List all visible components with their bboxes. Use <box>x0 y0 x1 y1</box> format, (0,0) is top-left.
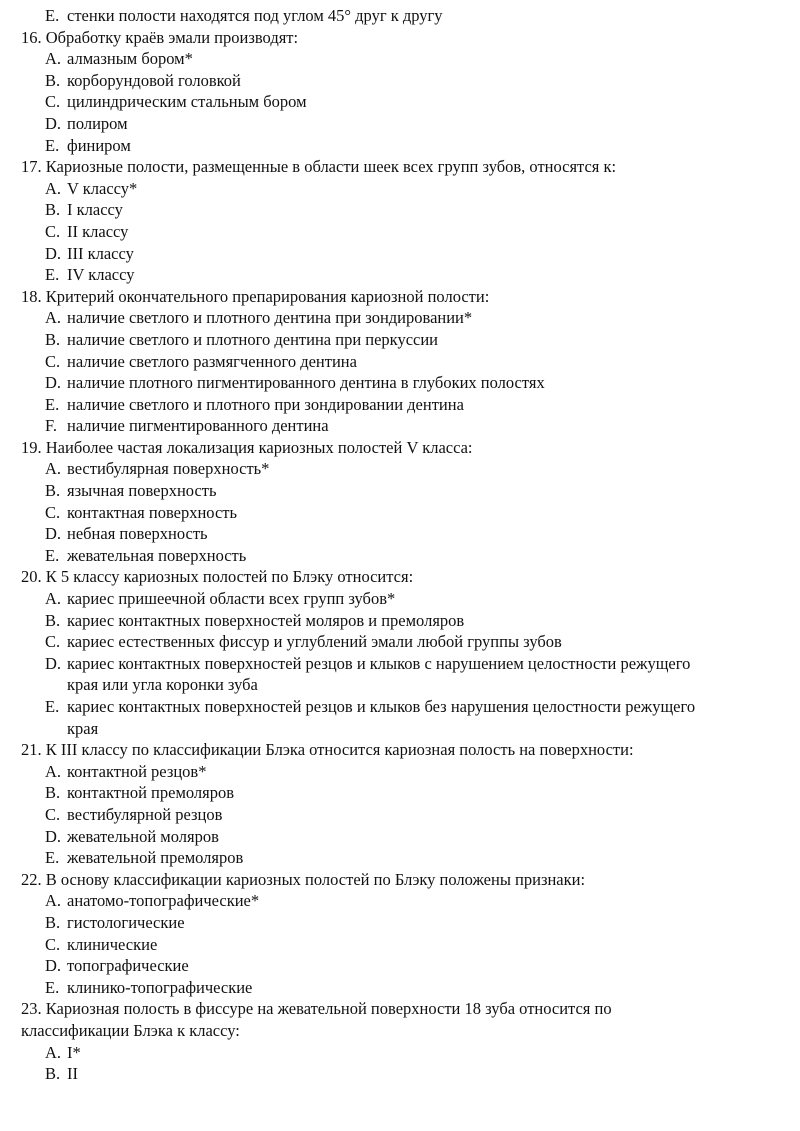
option-letter: A. <box>45 49 62 69</box>
option-text: анатомо-топографические* <box>67 891 260 911</box>
option-text: финиром <box>67 135 131 155</box>
option-letter: D. <box>45 113 62 133</box>
option-text: наличие плотного пигментированного дентина в глубоких полостях <box>67 373 545 393</box>
option-text: контактной премоляров <box>67 783 235 803</box>
option-letter: C. <box>45 934 61 954</box>
option-letter: E. <box>45 977 60 997</box>
option-text: II классу <box>67 221 129 241</box>
question-text: 17. Кариозные полости, размещенные в области шеек всех групп зубов, относятся к: <box>21 157 617 177</box>
option-text: IV классу <box>67 265 135 285</box>
answer-option <box>0 113 800 135</box>
option-letter: E. <box>45 394 60 414</box>
option-text: кариес пришеечной области всех групп зубов* <box>67 589 396 609</box>
question-text: 22. В основу классификации кариозных полостей по Блэку положены признаки: <box>21 869 586 889</box>
question-text: 16. Обработку краёв эмали производят: <box>21 27 299 47</box>
option-text: наличие светлого и плотного дентина при зондировании* <box>67 308 473 328</box>
option-letter: D. <box>45 524 62 544</box>
option-letter: A. <box>45 891 62 911</box>
option-letter: B. <box>45 200 61 220</box>
option-text: контактная поверхность <box>67 502 238 522</box>
option-letter: A. <box>45 308 62 328</box>
answer-option <box>0 826 800 848</box>
answer-option <box>0 480 800 502</box>
answer-option <box>0 890 800 912</box>
answer-option <box>0 847 800 869</box>
answer-option <box>0 912 800 934</box>
answer-option <box>0 221 800 243</box>
question-text: 20. К 5 классу кариозных полостей по Блэку относится: <box>21 567 414 587</box>
option-text: III классу <box>67 243 134 263</box>
option-text: небная поверхность <box>67 524 208 544</box>
option-text: жевательной премоляров <box>67 848 244 868</box>
option-text: жевательной моляров <box>67 826 219 846</box>
answer-option <box>0 307 800 329</box>
option-letter: E. <box>45 135 60 155</box>
option-text: полиром <box>67 113 128 133</box>
option-letter: E. <box>45 697 60 716</box>
option-text: язычная поверхность <box>67 481 217 501</box>
option-text: жевательная поверхность <box>67 545 247 565</box>
answer-option-continuation: края или угла коронки зуба <box>67 675 258 695</box>
option-letter: A. <box>45 1042 62 1062</box>
option-text: наличие светлого и плотного при зондировании дентина <box>67 394 464 414</box>
option-letter: B. <box>45 610 61 630</box>
answer-option <box>0 653 800 675</box>
answer-option <box>0 588 800 610</box>
answer-option <box>0 955 800 977</box>
option-text: I* <box>67 1042 81 1062</box>
option-letter: D. <box>45 956 62 976</box>
option-letter: E. <box>45 265 60 285</box>
answer-option <box>0 91 800 113</box>
option-letter: C. <box>45 804 61 824</box>
document-page <box>0 5 800 1085</box>
answer-option <box>0 502 800 524</box>
question-text: 18. Критерий окончательного препарирования кариозной полости: <box>21 286 490 306</box>
option-letter: D. <box>45 653 62 673</box>
option-letter: E. <box>45 545 60 565</box>
option-text: кариес естественных фиссур и углублений эмали любой группы зубов <box>67 632 562 652</box>
question-text-continuation: классификации Блэка к классу: <box>21 1020 240 1040</box>
answer-option <box>0 394 800 416</box>
question-text: 23. Кариозная полость в фиссуре на жевательной поверхности 18 зуба относится по <box>21 999 612 1019</box>
answer-option <box>0 696 800 718</box>
answer-option <box>0 5 800 27</box>
option-letter: D. <box>45 826 62 846</box>
option-text: топографические <box>67 956 189 976</box>
option-letter: B. <box>45 329 61 349</box>
option-letter: A. <box>45 459 62 479</box>
option-text: вестибулярная поверхность* <box>67 459 270 479</box>
question-text: 21. К III классу по классификации Блэка относится кариозная полость на поверхности: <box>21 740 634 760</box>
answer-option <box>0 264 800 286</box>
option-text: клинические <box>67 934 158 954</box>
answer-option-continuation: края <box>67 718 99 738</box>
option-letter: C. <box>45 221 61 241</box>
option-letter: F. <box>45 416 57 436</box>
answer-option <box>0 70 800 92</box>
option-letter: E. <box>45 848 60 868</box>
option-text: кариес контактных поверхностей резцов и клыков без нарушения целостности режущего <box>67 697 696 716</box>
option-letter: A. <box>45 589 62 609</box>
answer-option <box>0 178 800 200</box>
option-letter: B. <box>45 912 61 932</box>
option-letter: A. <box>45 178 62 198</box>
answer-option <box>0 804 800 826</box>
answer-option <box>0 1063 800 1085</box>
option-text: наличие пигментированного дентина <box>67 416 329 436</box>
option-letter: C. <box>45 502 61 522</box>
option-text: гистологические <box>67 912 185 932</box>
option-text: кариес контактных поверхностей резцов и клыков с нарушением целостности режущего <box>67 653 691 673</box>
answer-option <box>0 631 800 653</box>
option-text: корборундовой головкой <box>67 70 241 90</box>
question-text: 19. Наиболее частая локализация кариозных полостей V класса: <box>21 437 473 457</box>
answer-option <box>0 135 800 157</box>
option-letter: D. <box>45 243 62 263</box>
answer-option <box>0 48 800 70</box>
answer-option <box>0 415 800 437</box>
answer-option <box>0 199 800 221</box>
option-letter: B. <box>45 1064 61 1084</box>
answer-option <box>0 458 800 480</box>
option-letter: B. <box>45 70 61 90</box>
option-text: вестибулярной резцов <box>67 804 223 824</box>
option-text: алмазным бором* <box>67 49 193 69</box>
answer-option <box>0 372 800 394</box>
option-letter: C. <box>45 351 61 371</box>
option-letter: A. <box>45 761 62 781</box>
option-letter: B. <box>45 481 61 501</box>
answer-option <box>0 610 800 632</box>
answer-option <box>0 523 800 545</box>
answer-option <box>0 351 800 373</box>
option-letter: C. <box>45 92 61 112</box>
option-text: клинико-топографические <box>67 977 253 997</box>
option-letter: C. <box>45 632 61 652</box>
option-text: наличие светлого и плотного дентина при перкуссии <box>67 329 439 349</box>
option-text: I классу <box>67 200 123 220</box>
answer-option <box>0 1042 800 1064</box>
answer-option <box>0 761 800 783</box>
answer-option <box>0 243 800 265</box>
option-text: цилиндрическим стальным бором <box>67 92 307 112</box>
answer-option <box>0 329 800 351</box>
option-text: II <box>67 1064 78 1084</box>
option-text: наличие светлого размягченного дентина <box>67 351 357 371</box>
option-text: контактной резцов* <box>67 761 207 781</box>
option-letter: B. <box>45 783 61 803</box>
answer-option <box>0 977 800 999</box>
option-text: кариес контактных поверхностей моляров и премоляров <box>67 610 465 630</box>
answer-option <box>0 782 800 804</box>
option-text: стенки полости находятся под углом 45° друг к другу <box>67 6 443 25</box>
option-letter: E. <box>45 6 60 25</box>
answer-option <box>0 545 800 567</box>
option-text: V классу* <box>67 178 138 198</box>
option-letter: D. <box>45 373 62 393</box>
answer-option <box>0 934 800 956</box>
